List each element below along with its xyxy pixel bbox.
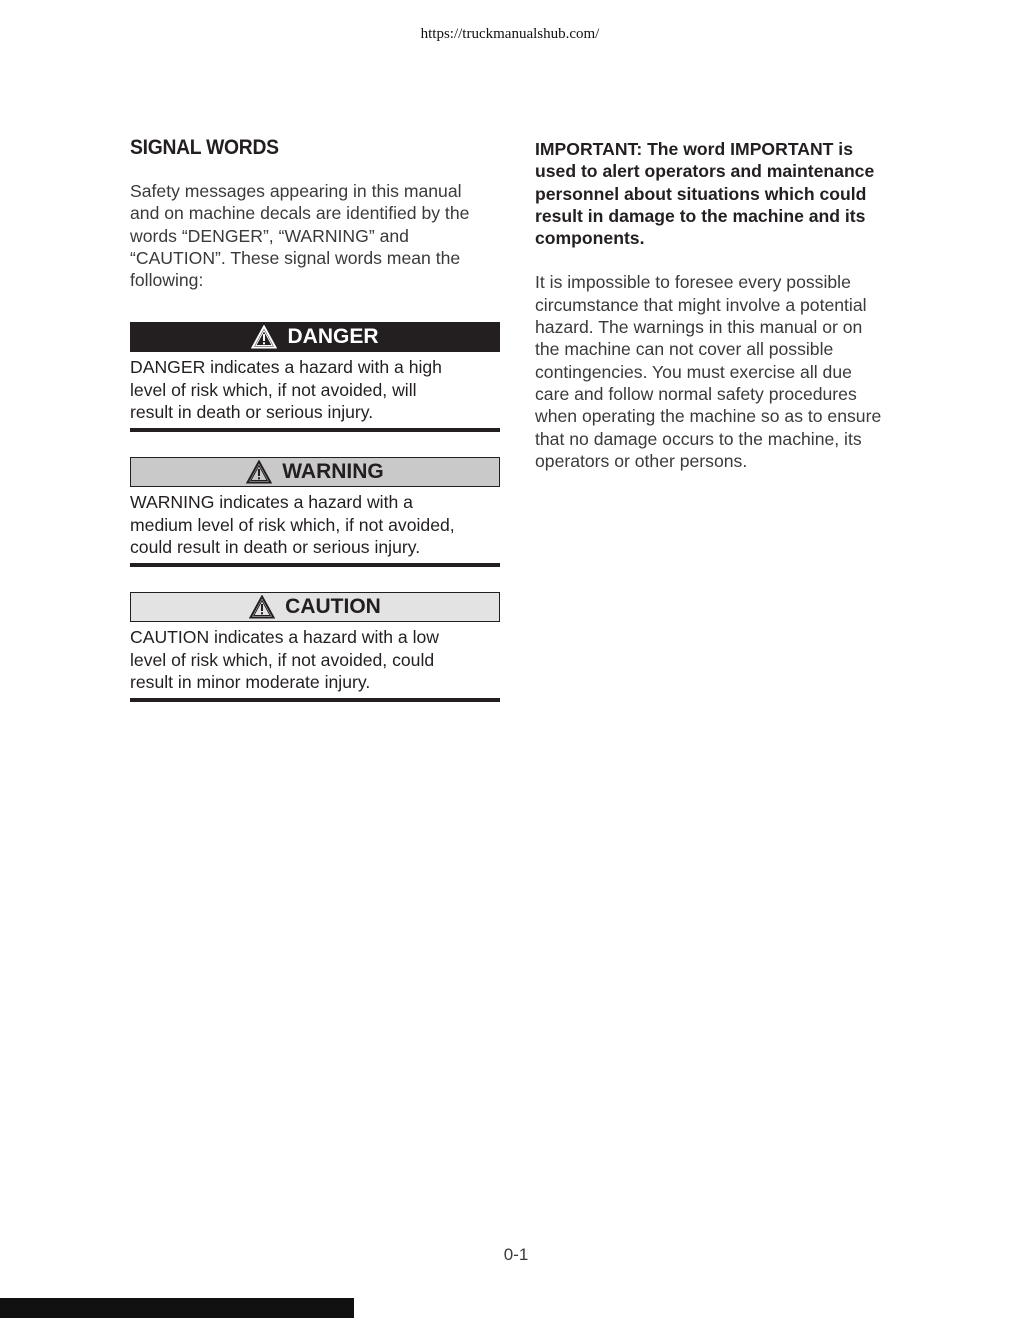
danger-header xyxy=(130,322,500,352)
warning-rule xyxy=(130,563,500,567)
section-title: SIGNAL WORDS xyxy=(130,136,279,159)
warning-triangle-icon xyxy=(246,460,272,484)
caution-rule xyxy=(130,698,500,702)
warning-label: WARNING xyxy=(282,460,384,484)
danger-rule xyxy=(130,428,500,432)
danger-text: DANGER indicates a hazard with a high level of risk which, if not avoided, will result in death or serious injury. xyxy=(130,357,442,423)
source-url: https://truckmanualshub.com/ xyxy=(420,26,600,42)
intro-paragraph: Safety messages appearing in this manual and on machine decals are identified by the words “DENGER”, “WARNING” and “CAUTION”. These signal words mean the following: xyxy=(130,181,470,291)
right-column xyxy=(535,138,915,472)
caution-block xyxy=(130,592,500,702)
page-number: 0-1 xyxy=(503,1245,529,1264)
warning-block xyxy=(130,457,500,567)
warning-text: WARNING indicates a hazard with a medium level of risk which, if not avoided, could result in death or serious injury. xyxy=(130,492,455,557)
caution-text: CAUTION indicates a hazard with a low level of risk which, if not avoided, could result in minor moderate injury. xyxy=(130,627,439,692)
footer-bar xyxy=(0,1298,354,1318)
danger-block xyxy=(130,322,500,432)
disclaimer-paragraph: It is impossible to foresee every possible circumstance that might involve a potential hazard. The warnings in this manual or on the machine can not cover all possible contingencies. You must exercise all due care and follow normal safety procedures when operating the machine so as to ensure that no damage occurs to the machine, its operators or other persons. xyxy=(535,272,882,471)
warning-header xyxy=(130,457,500,487)
danger-label: DANGER xyxy=(287,325,379,349)
caution-label: CAUTION xyxy=(285,595,381,619)
important-notice: IMPORTANT: The word IMPORTANT is used to alert operators and maintenance personnel about situations which could result in damage to the machine and its components. xyxy=(535,139,875,249)
left-column xyxy=(130,136,500,702)
warning-triangle-icon xyxy=(251,325,277,349)
caution-header xyxy=(130,592,500,622)
warning-triangle-icon xyxy=(249,595,275,619)
